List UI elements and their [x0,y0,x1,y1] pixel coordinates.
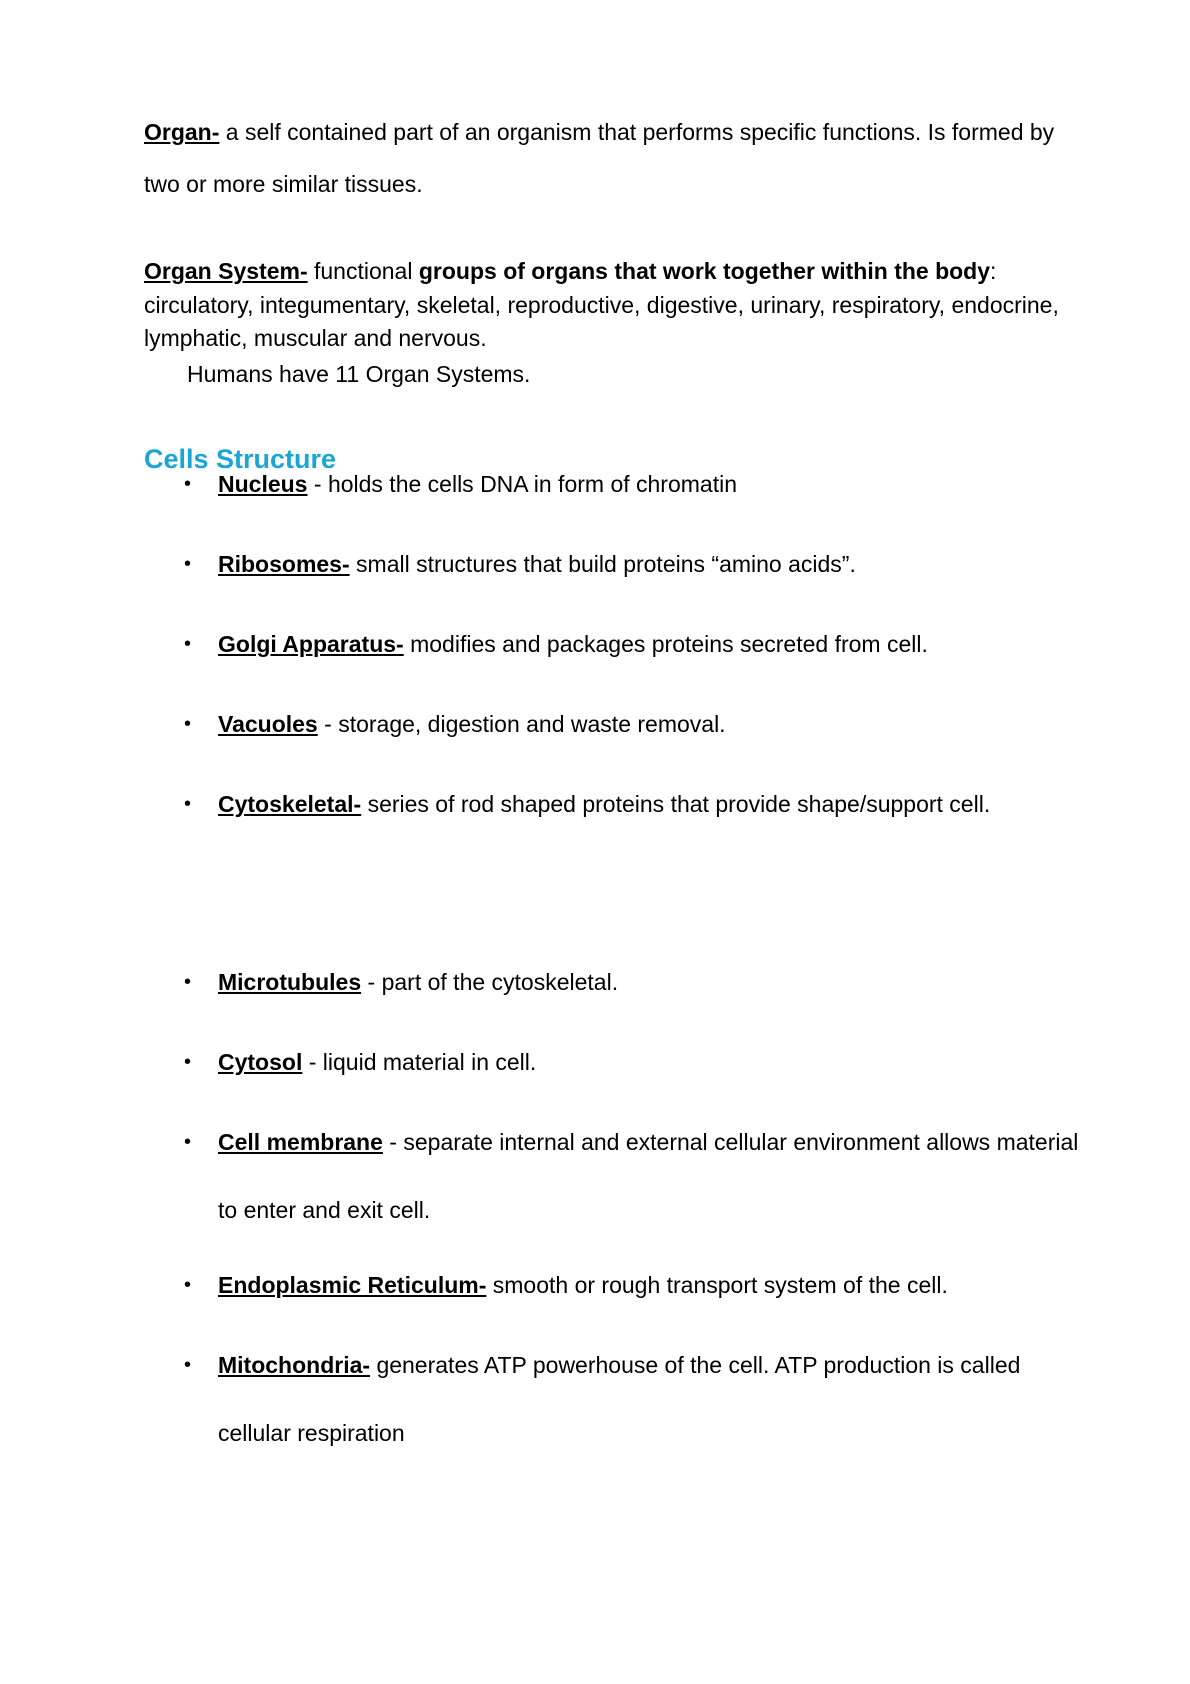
organ-definition-text: a self contained part of an organism that performs specific functions. Is formed by two or more similar tissues. [144,119,1055,197]
item-text: small structures that build proteins “amino acids”. [356,551,856,577]
item-term: Nucleus [218,471,308,497]
item-separator: - [302,1049,323,1075]
list-item [184,1108,1098,1244]
item-separator: - [361,969,382,995]
bullet-icon: • [184,633,192,655]
item-term: Cytosol [218,1049,303,1075]
item-separator: - [382,1129,404,1155]
bullet-icon: • [184,1354,192,1376]
organ-system-text-post: : circulatory, integumentary, skeletal, reproductive, digestive, urinary, respiratory, endocrine, lymphatic, muscular and nervous. [144,258,1059,351]
item-term: Cell membrane [218,1129,383,1155]
item-term: Golgi Apparatus- [218,631,404,657]
organ-term: Organ- [144,119,220,145]
bullet-icon: • [184,713,192,735]
bullet-icon: • [184,793,192,815]
item-separator: - [307,471,328,497]
bullet-icon: • [184,1131,192,1153]
organ-definition [144,106,1094,210]
item-text: part of the cytoskeletal. [381,969,619,995]
bullet-icon: • [184,1051,192,1073]
item-term: Vacuoles [218,711,318,737]
item-text: series of rod shaped proteins that provide shape/support cell. [367,791,991,817]
item-term: Endoplasmic Reticulum- [218,1272,487,1298]
bullet-icon: • [184,971,192,993]
organ-system-text-pre: functional [307,258,419,284]
organ-system-term: Organ System- [144,258,308,284]
item-term: Cytoskeletal- [218,791,362,817]
list-item [184,1331,1098,1467]
item-term: Ribosomes- [218,551,350,577]
item-text: generates ATP powerhouse of the cell. ATP production is called cellular respiration [218,1352,1021,1446]
item-text: storage, digestion and waste removal. [338,711,726,737]
bullet-icon: • [184,1274,192,1296]
list-item [184,1028,1098,1096]
item-term: Mitochondria- [218,1352,371,1378]
list-item [184,690,1098,758]
list-item [184,530,1098,598]
list-item [184,770,1098,838]
cells-structure-heading: Cells Structure [144,444,337,474]
bullet-icon: • [184,473,192,495]
organ-system-text-bold: groups of organs that work together within the body [418,258,991,284]
item-text: separate internal and external cellular environment allows material to enter and exit cell. [218,1129,1079,1223]
item-separator: - [317,711,339,737]
list-item [184,610,1098,678]
organ-system-note: Humans have 11 Organ Systems. [187,360,531,387]
list-item [184,948,1098,1016]
item-text: modifies and packages proteins secreted from cell. [410,631,928,657]
item-text: holds the cells DNA in form of chromatin [327,471,737,497]
organ-system-definition [144,255,1094,391]
bullet-icon: • [184,553,192,575]
item-term: Microtubules [218,969,362,995]
list-item [184,1251,1098,1319]
item-text: liquid material in cell. [322,1049,537,1075]
item-text: smooth or rough transport system of the cell. [492,1272,948,1298]
